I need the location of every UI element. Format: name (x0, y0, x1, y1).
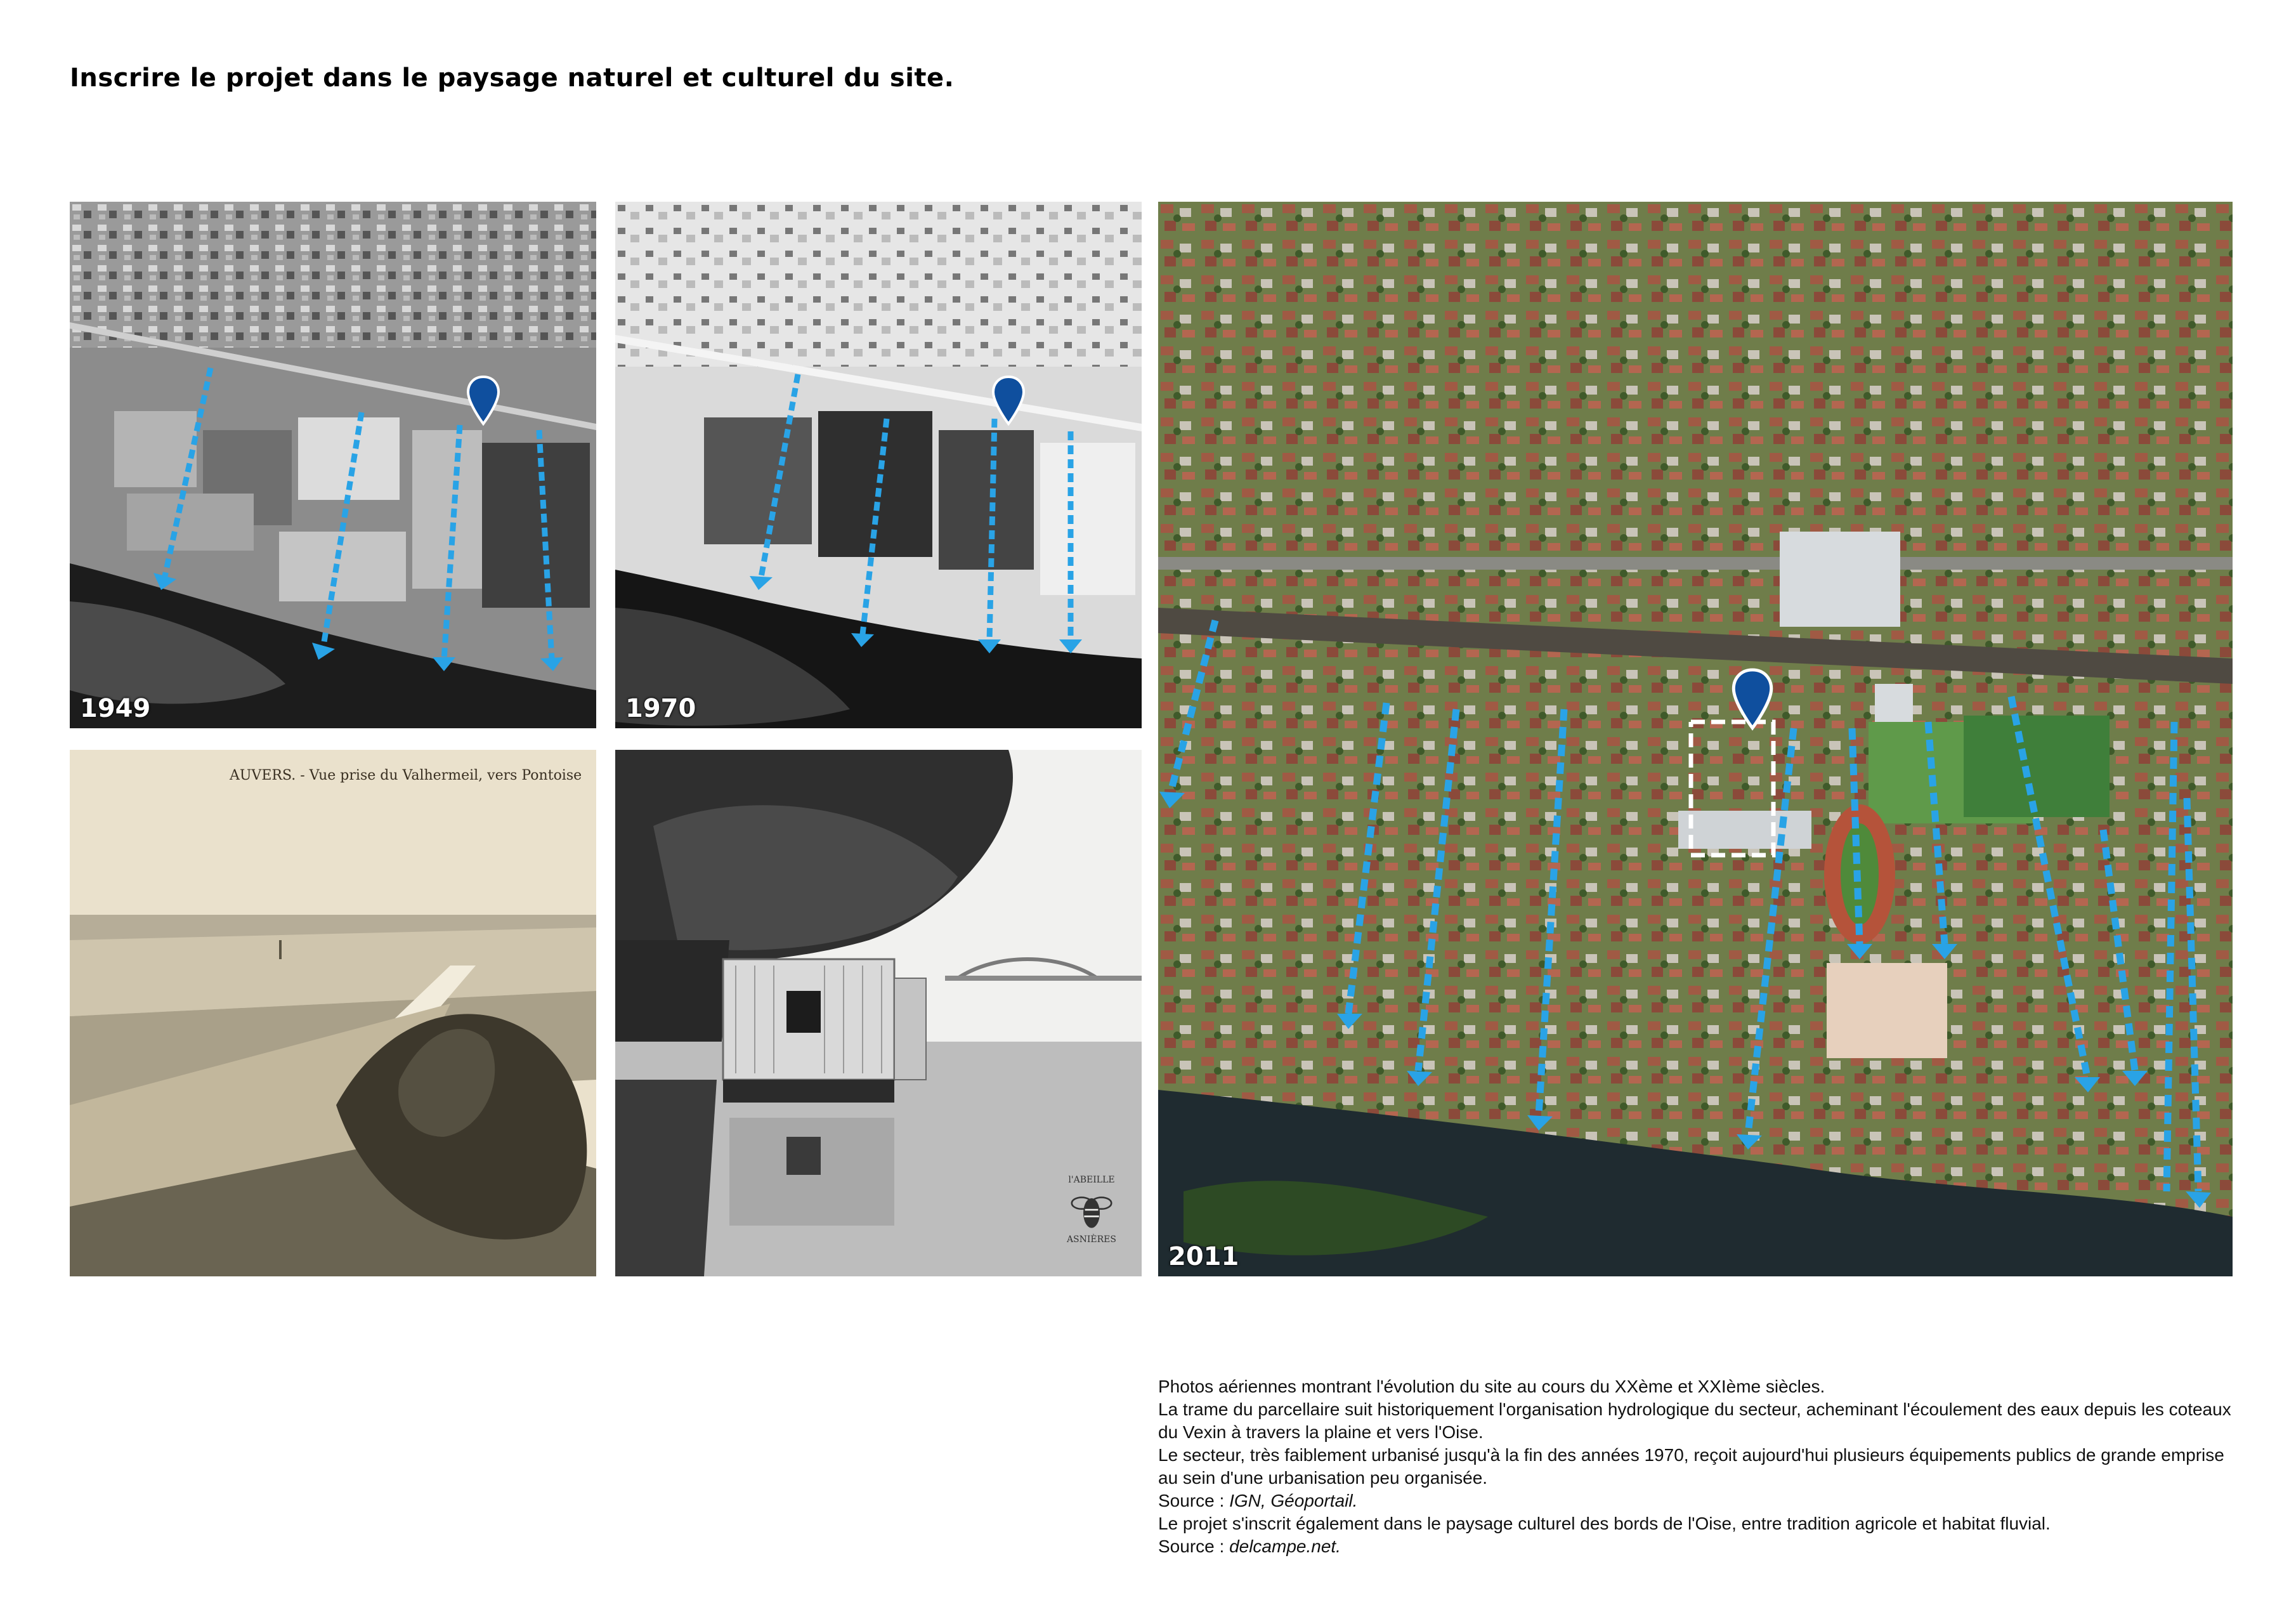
source-value: delcampe.net. (1229, 1536, 1341, 1556)
source-prefix: Source : (1158, 1536, 1230, 1556)
source-prefix: Source : (1158, 1491, 1230, 1510)
bee-icon (1067, 1185, 1116, 1234)
brand-top: l'ABEILLE (1068, 1174, 1115, 1185)
year-label-1970: 1970 (625, 694, 696, 723)
year-label-2011: 2011 (1168, 1242, 1239, 1271)
postcard-brand (1067, 1175, 1116, 1245)
caption-line-2: La trame du parcellaire suit historiquement l'organisation hydrologique du secteur, acheminant l'écoulement des eaux depuis les coteaux du Vexin à travers la plaine et vers l'Oise. (1158, 1399, 2231, 1442)
postcard-auvers (70, 750, 596, 1276)
map-pin-icon (1730, 667, 1775, 733)
caption-source-1 (1158, 1490, 2236, 1512)
year-label-1949: 1949 (80, 694, 151, 723)
caption-source-2 (1158, 1535, 2236, 1558)
map-pin-icon (466, 374, 501, 428)
caption-line-3: Le secteur, très faiblement urbanisé jusqu'à la fin des années 1970, reçoit aujourd'hui plusieurs équipements publics de grande emprise au sein d'une urbanisation peu organisée. (1158, 1445, 2224, 1488)
caption-line-4: Le projet s'inscrit également dans le paysage culturel des bords de l'Oise, entre tradition agricole et habitat fluvial. (1158, 1514, 2051, 1533)
caption (1158, 1375, 2236, 1558)
aerial-photo-1949 (70, 202, 596, 728)
postcard-title: AUVERS. - Vue prise du Valhermeil, vers Pontoise (230, 768, 582, 783)
aerial-photo-1970 (615, 202, 1142, 728)
brand-bottom: ASNIÈRES (1066, 1234, 1116, 1245)
caption-line-1: Photos aériennes montrant l'évolution du site au cours du XXème et XXIème siècles. (1158, 1377, 1825, 1396)
postcard-asnieres (615, 750, 1142, 1276)
aerial-photo-2011 (1158, 202, 2233, 1276)
source-value: IGN, Géoportail. (1229, 1491, 1358, 1510)
map-pin-icon (991, 374, 1026, 428)
page-title: Inscrire le projet dans le paysage naturel et culturel du site. (70, 63, 955, 93)
